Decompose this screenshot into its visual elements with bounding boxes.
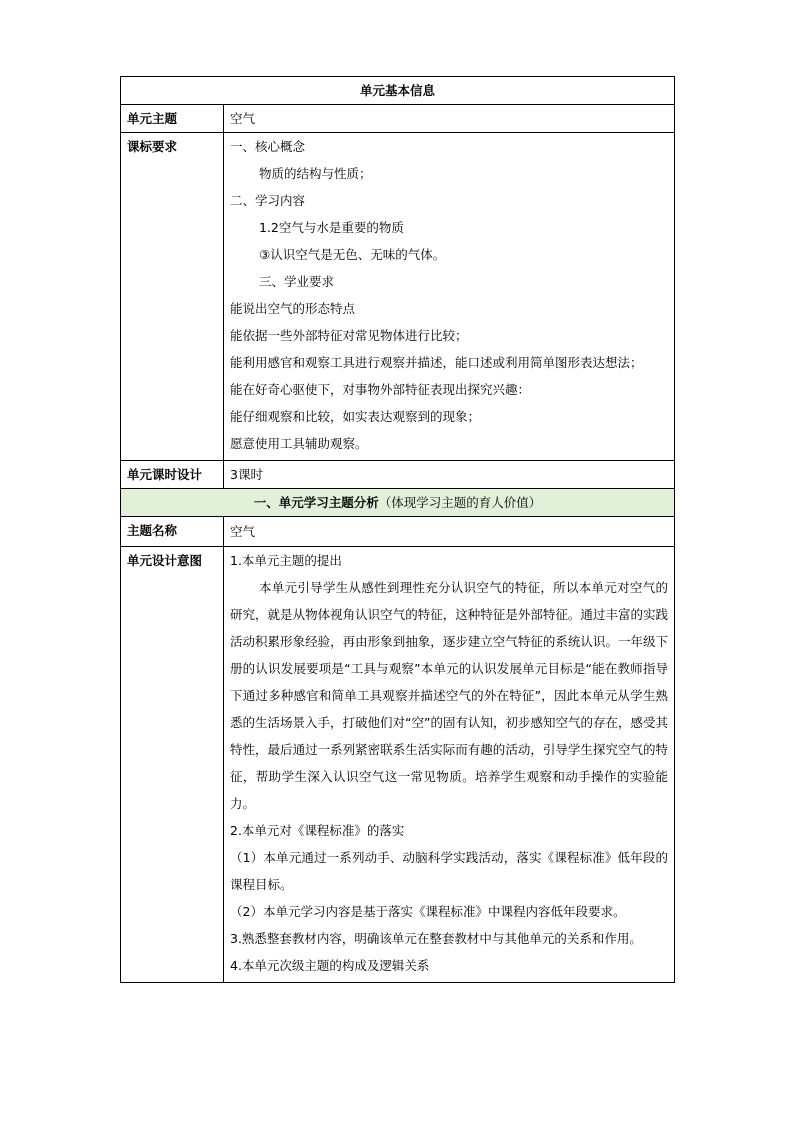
lesson-value: 3课时 xyxy=(224,461,675,489)
section-header xyxy=(121,489,675,517)
unit-info-table xyxy=(120,76,675,983)
section-subtitle: （体现学习主题的育人价值） xyxy=(378,495,542,510)
standards-line: 能利用感官和观察工具进行观察并描述，能口述或利用简单图形表达想法； xyxy=(230,355,643,370)
standards-line: 能在好奇心驱使下，对事物外部特征表现出探究兴趣： xyxy=(230,382,531,397)
design-paragraph: （1）本单元通过一系列动手、动脑科学实践活动，落实《课程标准》低年段的课程目标。 xyxy=(230,850,669,892)
standards-line: 1.2空气与水是重要的物质 xyxy=(259,220,404,235)
design-heading: 1.本单元主题的提出 xyxy=(230,553,342,568)
topic-label: 主题名称 xyxy=(121,517,224,547)
standards-line: 三、学业要求 xyxy=(259,274,335,289)
section-title: 一、单元学习主题分析 xyxy=(253,495,379,510)
standards-line: ③认识空气是无色、无味的气体。 xyxy=(259,247,446,262)
standards-content xyxy=(224,133,675,461)
standards-line: 愿意使用工具辅助观察。 xyxy=(230,436,368,451)
design-paragraph: 本单元引导学生从感性到理性充分认识空气的特征，所以本单元对空气的研究，就是从物体视角认识空气的特征，这种特征是外部特征。通过丰富的实践活动积累形象经验，再由形象到抽象，逐步建立空气特征的系统认识。一年级下册的认识发展要项是“工具与观察”本单元的认识发展单元目标是“能在教师指导下通过多种感官和简单工具观察并描述空气的外在特征”，因此本单元从学生熟悉的生活场景入手，打破他们对“空”的固有认知，初步感知空气的存在，感受其特性，最后通过一系列紧密联系生活实际而有趣的活动，引导学生探究空气的特征，帮助学生深入认识空气这一常见物质。培养学生观察和动手操作的实验能力。 xyxy=(230,580,669,811)
lesson-label: 单元课时设计 xyxy=(121,461,224,489)
theme-value: 空气 xyxy=(224,105,675,133)
topic-value: 空气 xyxy=(224,517,675,547)
design-paragraph: （2）本单元学习内容是基于落实《课程标准》中课程内容低年段要求。 xyxy=(230,904,626,919)
design-heading: 2.本单元对《课程标准》的落实 xyxy=(230,823,405,838)
design-heading: 4.本单元次级主题的构成及逻辑关系 xyxy=(230,958,430,973)
design-label: 单元设计意图 xyxy=(121,547,224,983)
standards-line: 能依据一些外部特征对常见物体进行比较； xyxy=(230,328,468,343)
standards-line: 二、学习内容 xyxy=(230,193,306,208)
theme-label: 单元主题 xyxy=(121,105,224,133)
standards-line: 一、核心概念 xyxy=(230,139,306,154)
standards-line: 物质的结构与性质； xyxy=(259,166,372,181)
design-heading: 3.熟悉整套教材内容，明确该单元在整套教材中与其他单元的关系和作用。 xyxy=(230,931,642,946)
design-content xyxy=(224,547,675,983)
standards-line: 能仔细观察和比较，如实表达观察到的现象； xyxy=(230,409,481,424)
standards-label: 课标要求 xyxy=(121,133,224,461)
table-title: 单元基本信息 xyxy=(121,77,675,105)
standards-line: 能说出空气的形态特点 xyxy=(230,301,356,316)
